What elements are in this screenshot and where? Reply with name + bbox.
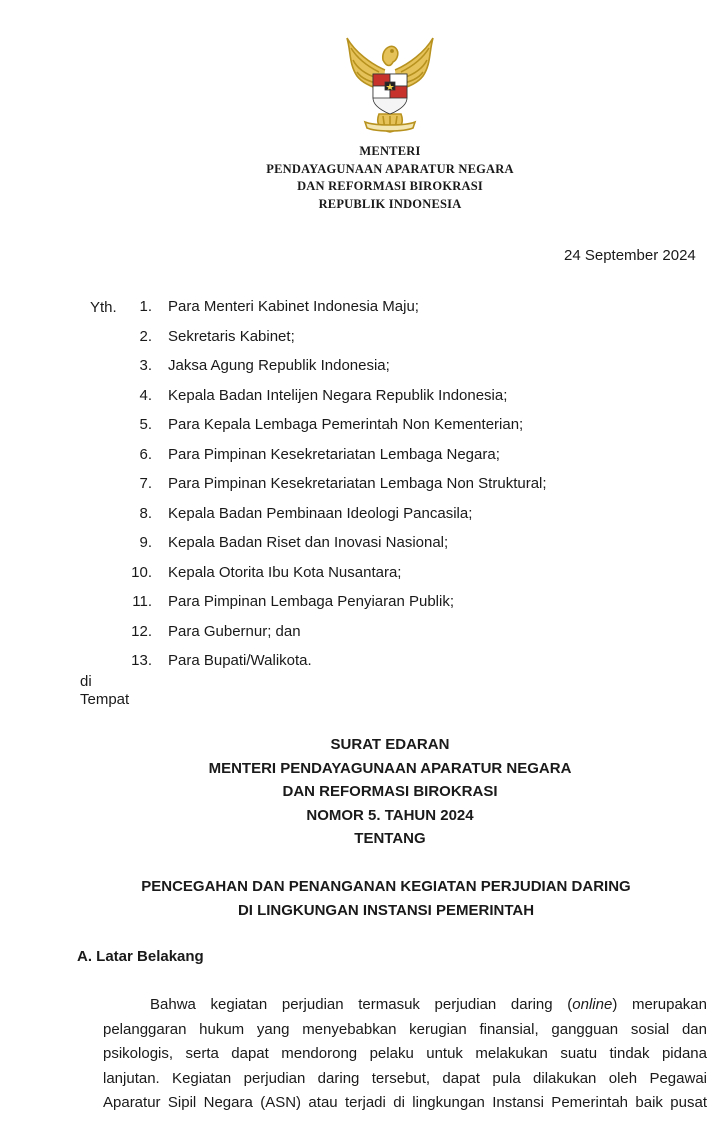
item-number: 3. xyxy=(139,357,152,374)
item-text: Kepala Badan Intelijen Negara Republik Indonesia; xyxy=(168,386,508,404)
item-text: Kepala Otorita Ibu Kota Nusantara; xyxy=(168,563,402,581)
letter-date: 24 September 2024 xyxy=(564,247,696,264)
letterhead-line: PENDAYAGUNAAN APARATUR NEGARA xyxy=(266,161,514,176)
item-text: Para Pimpinan Kesekretariatan Lembaga Negara; xyxy=(168,445,500,463)
heading-line: DAN REFORMASI BIROKRASI xyxy=(282,783,498,800)
item-text: Para Menteri Kabinet Indonesia Maju; xyxy=(168,298,419,315)
heading-line: SURAT EDARAN xyxy=(330,736,450,753)
item-number: 4. xyxy=(139,386,152,404)
item-number: 1. xyxy=(139,298,152,315)
circular-topic xyxy=(0,875,720,922)
item-number: 5. xyxy=(139,416,152,433)
item-text: Para Pimpinan Lembaga Penyiaran Publik; xyxy=(168,593,455,610)
item-number: 7. xyxy=(139,475,152,492)
item-number: 12. xyxy=(131,622,152,640)
item-text: Para Gubernur; dan xyxy=(168,622,301,640)
place: Tempat xyxy=(80,691,130,708)
item-text: Kepala Badan Pembinaan Ideologi Pancasila; xyxy=(168,504,473,522)
item-text: Jaksa Agung Republik Indonesia; xyxy=(168,357,390,374)
item-number: 6. xyxy=(139,445,152,463)
item-text: Para Pimpinan Kesekretariatan Lembaga Non Struktural; xyxy=(168,475,547,492)
item-number: 2. xyxy=(139,327,152,345)
place-prefix: di xyxy=(80,673,92,690)
letterhead xyxy=(0,143,720,213)
body-line: Aparatur Sipil Negara (ASN) atau terjadi di lingkungan Instansi Pemerintah baik pusat xyxy=(103,1094,707,1112)
body-line: lanjutan. Kegiatan perjudian daring tersebut, dapat pula dilakukan oleh Pegawai xyxy=(103,1069,707,1087)
letterhead-line: MENTERI xyxy=(359,144,421,158)
body-line: pelanggaran hukum yang menyebabkan kerugian finansial, gangguan sosial dan xyxy=(103,1020,707,1038)
section-title: A. Latar Belakang xyxy=(77,948,204,965)
salutation: Yth. xyxy=(90,299,117,316)
item-text: Para Kepala Lembaga Pemerintah Non Kementerian; xyxy=(168,416,524,433)
body-line: Bahwa kegiatan perjudian termasuk perjudian daring (online) merupakan xyxy=(150,996,707,1013)
item-number: 9. xyxy=(139,534,152,551)
body-line: psikologis, serta dapat mendorong pelaku untuk melakukan suatu tindak pidana xyxy=(103,1045,707,1063)
item-text: Kepala Badan Riset dan Inovasi Nasional; xyxy=(168,534,449,551)
garuda-emblem xyxy=(335,30,445,138)
letterhead-line: DAN REFORMASI BIROKRASI xyxy=(297,179,483,193)
item-number: 13. xyxy=(131,652,152,669)
item-text: Para Bupati/Walikota. xyxy=(168,652,312,669)
heading-line: NOMOR 5. TAHUN 2024 xyxy=(306,806,474,824)
item-text: Sekretaris Kabinet; xyxy=(168,327,295,345)
item-number: 8. xyxy=(139,504,152,522)
heading-line: TENTANG xyxy=(354,830,426,847)
item-number: 10. xyxy=(131,563,152,581)
topic-line: PENCEGAHAN DAN PENANGANAN KEGIATAN PERJUDIAN DARING xyxy=(141,878,631,895)
topic-line: DI LINGKUNGAN INSTANSI PEMERINTAH xyxy=(237,901,535,919)
circular-heading xyxy=(0,733,720,851)
letterhead-line: REPUBLIK INDONESIA xyxy=(318,196,462,211)
section-body xyxy=(103,993,707,1116)
item-number: 11. xyxy=(132,593,152,610)
place-block xyxy=(80,673,129,709)
heading-line: MENTERI PENDAYAGUNAAN APARATUR NEGARA xyxy=(208,759,572,777)
